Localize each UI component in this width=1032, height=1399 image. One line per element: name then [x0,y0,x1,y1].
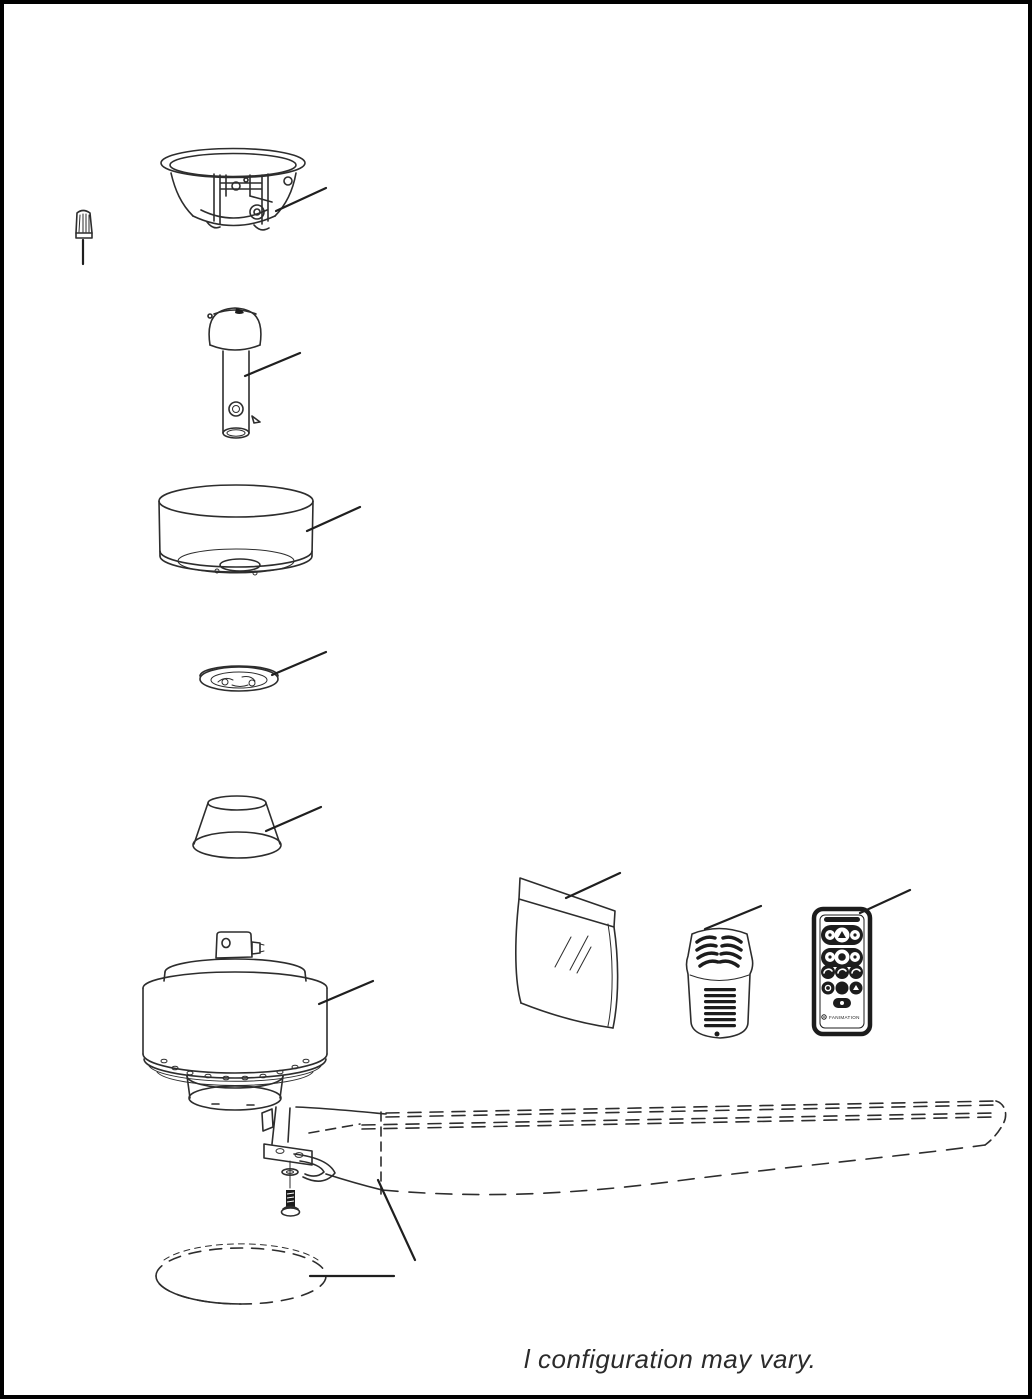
callout-line-switch-cap [266,807,321,831]
blade-holder-drawing [262,1107,335,1188]
remote-speed-buttons [821,965,863,979]
callout-line-downrod [245,353,300,376]
remote-receiver-drawing [687,929,753,1039]
remote-function-buttons [822,982,863,995]
callout-line-hardware-bag [566,873,620,898]
hardware-bag-drawing [516,878,618,1028]
fan-blade-dashed-outline-drawing [296,1101,1006,1195]
callout-line-mounting-bracket [276,188,326,211]
exploded-view-diagram [4,4,1032,1399]
motor-assembly-drawing [143,932,327,1110]
blade-mounting-screw-drawing [282,1190,300,1216]
callout-line-remote [860,890,910,913]
wire-nut-drawing [76,211,92,239]
callout-line-coupling-cover [272,652,326,675]
remote-control-drawing [814,909,870,1034]
callout-line-receiver [705,906,761,929]
coupling-cover-ring-drawing [200,666,278,691]
switch-cap-drawing [193,796,281,858]
canopy-drawing [159,485,313,575]
remote-brand-label: FANIMATION [829,1015,860,1020]
remote-light-buttons [821,948,863,967]
remote-ir-slot [824,917,860,922]
blade-oval-dashed-outline-drawing [156,1244,326,1304]
ceiling-mounting-bracket-drawing [161,149,305,230]
remote-fan-buttons [821,925,863,945]
page-caption: l configuration may vary. [524,1344,817,1374]
remote-power-button [833,998,851,1008]
callout-line-canopy [307,507,360,531]
